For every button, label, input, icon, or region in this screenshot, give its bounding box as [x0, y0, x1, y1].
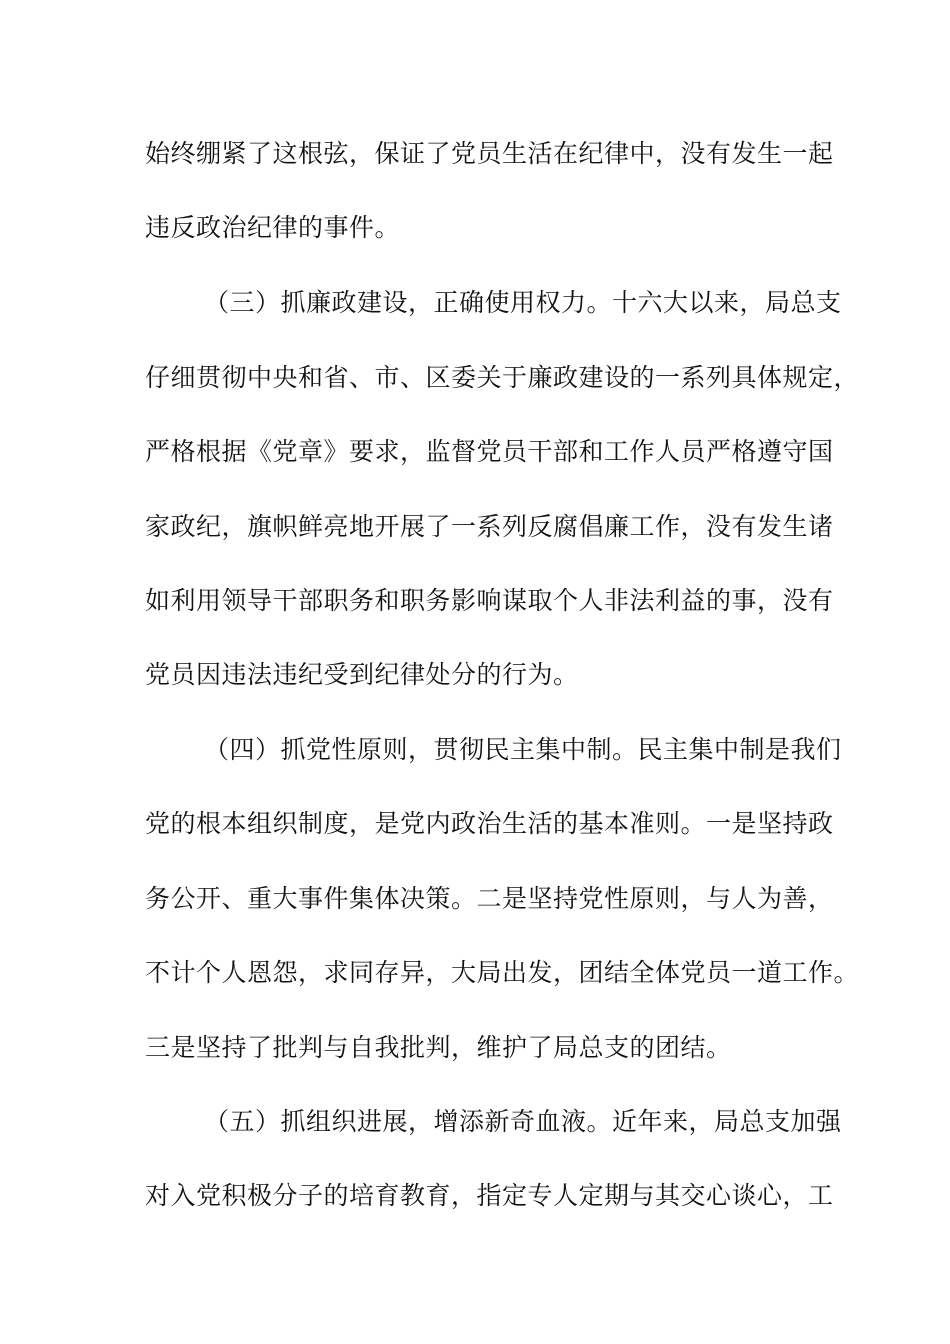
text-line-13: 三是坚持了批判与自我批判，维护了局总支的团结。 — [145, 1033, 732, 1062]
text-line-1: 始终绷紧了这根弦，保证了党员生活在纪律中，没有发生一起 — [145, 139, 834, 168]
text-line-11: 务公开、重大事件集体决策。二是坚持党性原则，与人为善， — [145, 884, 834, 913]
text-line-12: 不计个人恩怨，求同存异，大局出发，团结全体党员一道工作。 — [145, 958, 860, 987]
text-line-10: 党的根本组织制度，是党内政治生活的基本准则。一是坚持政 — [145, 809, 834, 838]
text-line-4: 仔细贯彻中央和省、市、区委关于廉政建设的一系列具体规定， — [145, 363, 860, 392]
text-line-15: 对入党积极分子的培育教育，指定专人定期与其交心谈心，工 — [145, 1181, 834, 1210]
paragraph-4-start: （四）抓党性原则，贯彻民主集中制。民主集中制是我们 — [204, 735, 842, 764]
paragraph-5-start: （五）抓组织进展，增添新奇血液。近年来，局总支加强 — [204, 1107, 842, 1136]
paragraph-3-start: （三）抓廉政建设，正确使用权力。十六大以来，局总支 — [204, 288, 842, 317]
text-line-5: 严格根据《党章》要求，监督党员干部和工作人员严格遵守国 — [145, 437, 834, 466]
text-line-6: 家政纪，旗帜鲜亮地开展了一系列反腐倡廉工作，没有发生诸 — [145, 512, 834, 541]
text-line-7: 如利用领导干部职务和职务影响谋取个人非法利益的事，没有 — [145, 586, 834, 615]
text-line-2: 违反政治纪律的事件。 — [145, 213, 401, 242]
text-line-8: 党员因违法违纪受到纪律处分的行为。 — [145, 660, 579, 689]
